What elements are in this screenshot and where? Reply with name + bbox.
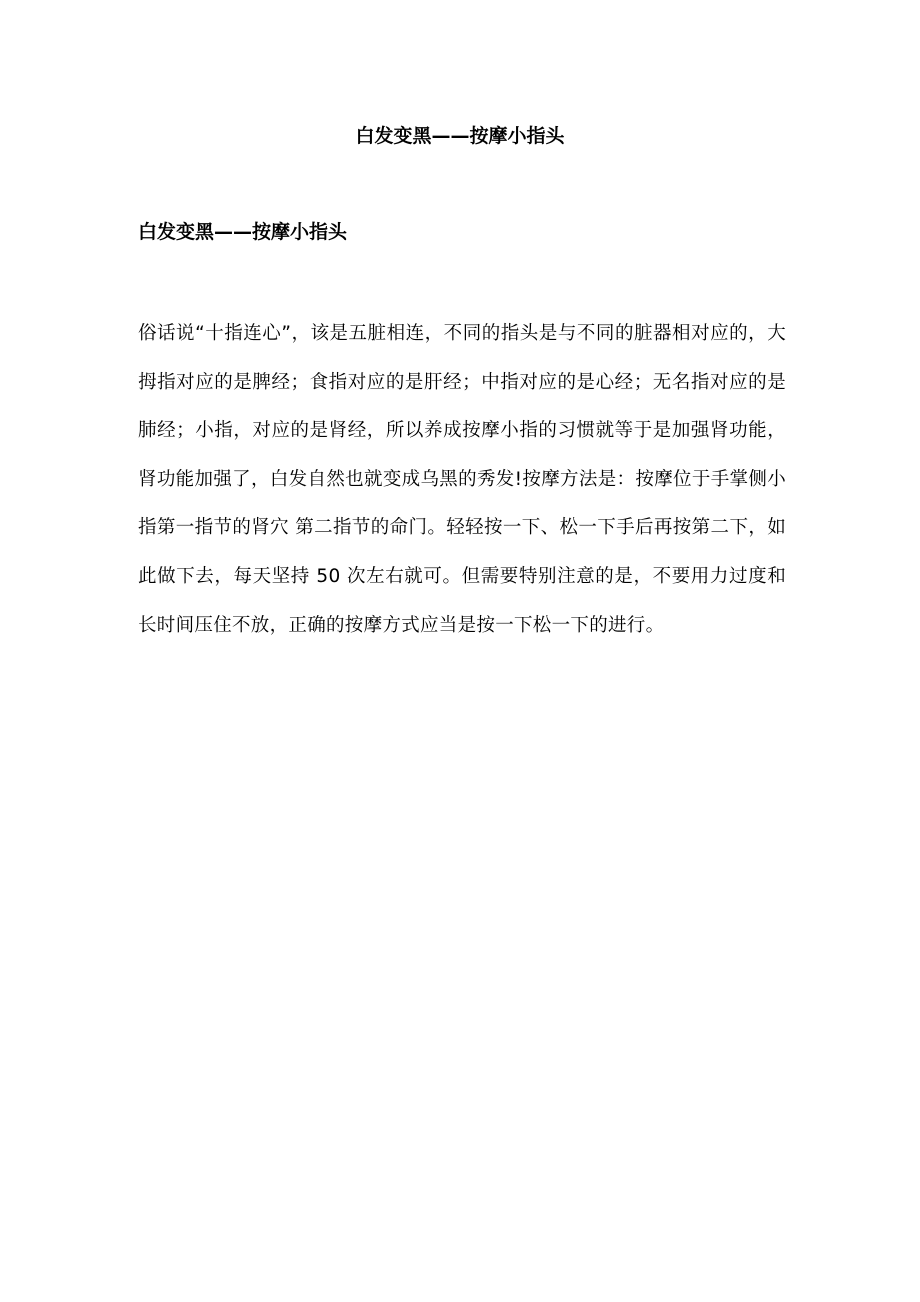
section-heading: 白发变黑——按摩小指头 [138,221,348,243]
document-title: 白发变黑——按摩小指头 [355,125,565,147]
body-paragraph: 俗话说“十指连心”，该是五脏相连，不同的指头是与不同的脏器相对应的，大拇指对应的是脾经；食指对应的是肝经；中指对应的是心经；无名指对应的是肺经；小指，对应的是肾经，所以养成按摩小指的习惯就等于是加强肾功能，肾功能加强了，白发自然也就变成乌黑的秀发!按摩方法是：按摩位于手掌侧小指第一指节的肾穴 第二指节的命门。轻轻按一下、松一下手后再按第二下，如此做下去，每天坚持 50 次左右就可。但需要特别注意的是，不要用力过度和长时间压住不放，正确的按摩方式应当是按一下松一下的进行。 [138,323,786,636]
